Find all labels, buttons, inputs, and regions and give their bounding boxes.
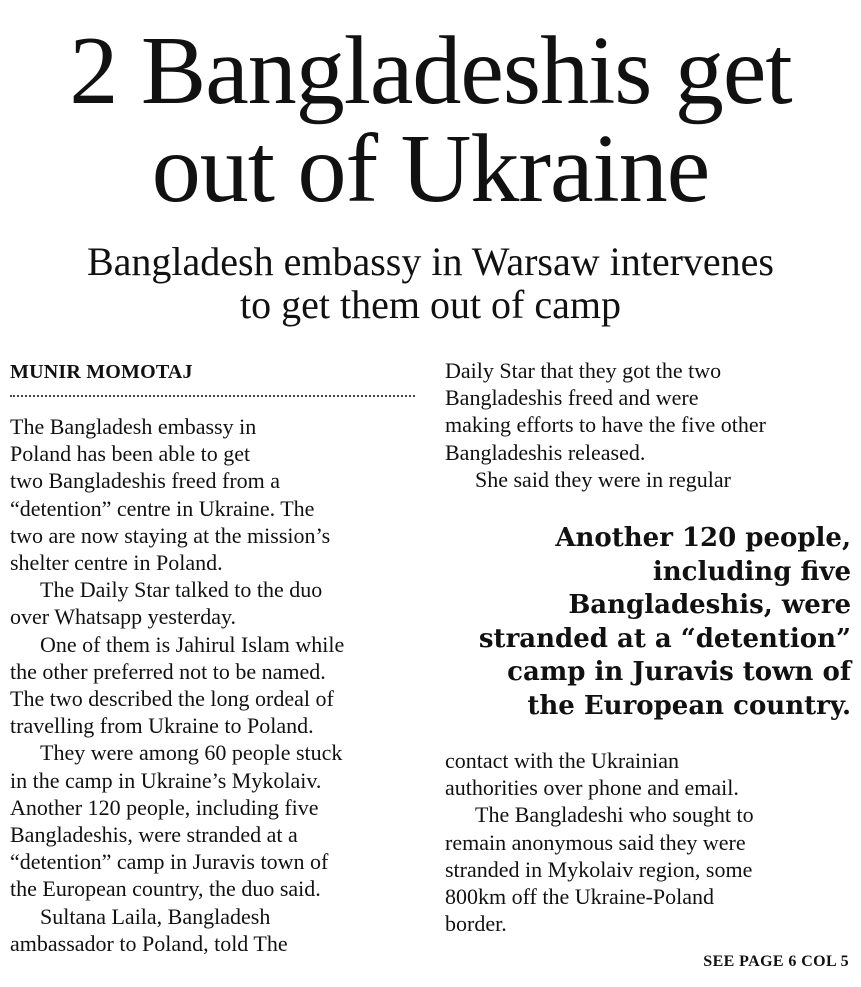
text-line: Daily Star that they got the two	[445, 358, 722, 383]
text-line: in the camp in Ukraine’s Mykolaiv.	[10, 767, 322, 793]
text-line: “detention” centre in Ukraine. The	[10, 495, 315, 521]
article-column-right-top	[445, 357, 855, 493]
text-line: The two described the long ordeal of	[10, 686, 334, 712]
text-line: contact with the Ukrainian	[445, 748, 679, 773]
article-column-left	[10, 413, 420, 957]
byline: MUNIR MOMOTAJ	[10, 361, 193, 383]
pull-quote-line: including five	[652, 556, 851, 587]
byline-dotted-divider	[10, 395, 415, 397]
text-line: stranded in Mykolaiv region, some	[445, 856, 753, 882]
pull-quote	[431, 522, 851, 723]
text-line: the European country, the duo said.	[10, 876, 321, 902]
text-line: 800km off the Ukraine-Poland	[445, 884, 715, 910]
paragraph	[445, 357, 855, 466]
subheadline	[0, 240, 861, 326]
text-line: Bangladeshis released.	[445, 439, 646, 465]
pull-quote-line: Another 120 people,	[555, 523, 851, 553]
text-line: Sultana Laila, Bangladesh	[40, 903, 271, 929]
headline-line: 2 Bangladeshis get	[69, 17, 792, 125]
text-line: making efforts to have the five other	[445, 412, 766, 438]
jump-line: SEE PAGE 6 COL 5	[703, 953, 849, 970]
headline-line: out of Ukraine	[151, 115, 710, 223]
text-line: border.	[445, 911, 507, 937]
text-line: One of them is Jahirul Islam while	[40, 631, 345, 657]
text-line: over Whatsapp yesterday.	[10, 604, 237, 630]
text-line: She said they were in regular	[475, 466, 731, 492]
headline	[0, 17, 861, 223]
text-line: The Daily Star talked to the duo	[40, 577, 323, 603]
text-line: Bangladeshis, were stranded at a	[10, 822, 298, 848]
paragraph	[445, 466, 855, 493]
text-line: two Bangladeshis freed from a	[10, 468, 281, 494]
text-line: shelter centre in Poland.	[10, 550, 223, 576]
subheadline-line: Bangladesh embassy in Warsaw intervenes	[87, 239, 774, 284]
text-line: “detention” camp in Juravis town of	[10, 849, 329, 875]
text-line: travelling from Ukraine to Poland.	[10, 713, 314, 739]
pull-quote-line: Bangladeshis, were	[568, 590, 851, 620]
paragraph	[10, 413, 420, 576]
text-line: remain anonymous said they were	[445, 829, 746, 855]
paragraph	[10, 576, 420, 630]
paragraph	[10, 739, 420, 902]
text-line: two are now staying at the mission’s	[10, 522, 331, 548]
text-line: the other preferred not to be named.	[10, 658, 326, 684]
text-line: ambassador to Poland, told The	[10, 930, 288, 956]
text-line: The Bangladesh embassy in	[10, 414, 257, 439]
paragraph	[445, 801, 855, 937]
subheadline-line: to get them out of camp	[239, 282, 621, 327]
text-line: Bangladeshis freed and were	[445, 385, 699, 411]
text-line: authorities over phone and email.	[445, 775, 739, 801]
text-line: They were among 60 people stuck	[40, 740, 343, 766]
article-column-right-bottom	[445, 747, 855, 937]
paragraph	[445, 747, 855, 801]
paragraph	[10, 903, 420, 957]
pull-quote-line: the European country.	[527, 690, 851, 721]
paragraph	[10, 631, 420, 740]
pull-quote-line: stranded at a “detention”	[478, 623, 851, 654]
pull-quote-line: camp in Juravis town of	[507, 657, 851, 687]
text-line: The Bangladeshi who sought to	[475, 802, 754, 828]
text-line: Poland has been able to get	[10, 441, 251, 467]
text-line: Another 120 people, including five	[10, 794, 319, 820]
